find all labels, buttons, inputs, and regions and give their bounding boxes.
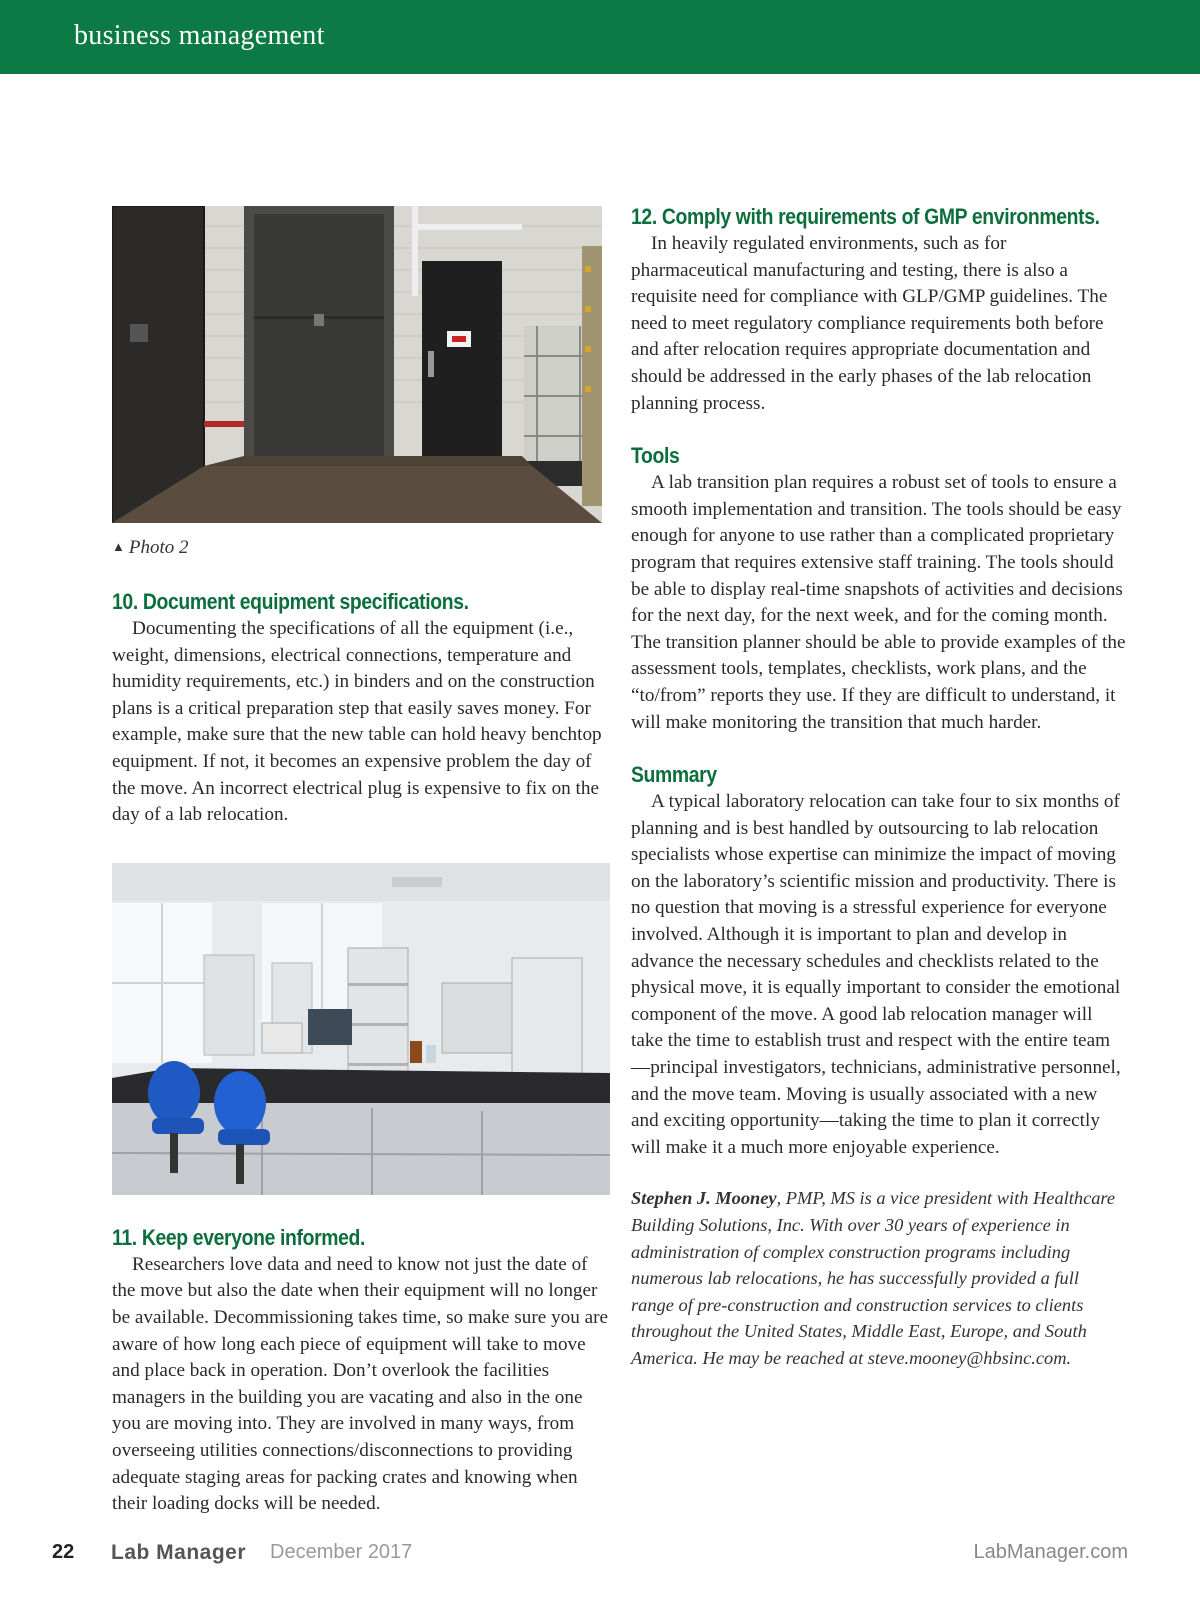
- page-footer: [52, 1541, 1128, 1571]
- tools-heading: Tools: [631, 443, 680, 469]
- photo-2-caption: ▲ Photo 2: [112, 537, 189, 558]
- author-bio-text: , PMP, MS is a vice president with Healthcare Building Solutions, Inc. With over 30 years of experience in administration of complex construction programs including numerous lab relocations, he has successfully provided a full range of pre-construction and construction services to clients throughout the United States, Middle East, Europe, and South America. He may be reached at steve.mooney@hbsinc.com.: [631, 1188, 1116, 1368]
- magazine-name: Lab Manager: [111, 1541, 247, 1564]
- caret-up-icon: ▲: [112, 539, 125, 554]
- section-10-body: Documenting the specifications of all the equipment (i.e., weight, dimensions, electrical connections, temperature and humidity requirements, etc.) in binders and on the construction plans is a critical preparation step that easily saves money. For example, make sure that the new table can hold heavy benchtop equipment. If not, it becomes an expensive problem the day of the move. An incorrect electrical plug is expensive to fix on the day of a lab relocation.: [112, 618, 602, 826]
- website-link[interactable]: LabManager.com: [973, 1541, 1128, 1563]
- left-column: [112, 206, 610, 1518]
- author-bio: [631, 1185, 1126, 1371]
- section-12-heading: 12. Comply with requirements of GMP environments.: [631, 204, 1100, 229]
- section-11-heading: 11. Keep everyone informed.: [112, 1224, 366, 1250]
- section-11-body: Researchers love data and need to know not just the date of the move but also the date when their equipment will no longer be available. Decommissioning takes time, so make sure you are aware of how long each piece of equipment will take to move and place back in operation. Don’t overlook the facilities managers in the building you are vacating and also in the one you are moving into. They are involved in many ways, from overseeing utilities connections/disconnections to providing adequate staging areas for packing crates and knowing when their loading docks will be needed.: [112, 1253, 609, 1515]
- tools-body: A lab transition plan requires a robust set of tools to ensure a smooth implementation and transition. The tools should be easy enough for anyone to use rather than a complicated proprietary program that requires extensive staff training. The tools should be able to display real-time snapshots of activities and decisions for the next day, for the next week, and for the coming month. The transition planner should be able to provide examples of the assessment tools, templates, checklists, work plans, and the “to/from” reports they use. If they are difficult to understand, it will make monitoring the transition that much harder.: [631, 472, 1126, 733]
- photo-laboratory-bench: [112, 863, 610, 1195]
- summary-body: A typical laboratory relocation can take four to six months of planning and is best handled by outsourcing to lab relocation specialists whose expertise can minimize the impact of moving on the laboratory’s scientific mission and productivity. There is no question that moving is a stressful experience for everyone involved. Although it is important to plan and develop in advance the necessary schedules and checklists related to the physical move, it is equally important to consider the emotional component of the move. A good lab relocation manager will take the time to establish trust and respect with the entire team—principal investigators, technicians, administrative personnel, and the move team. Moving is usually associated with a new and exciting opportunity—taking the time to plan it correctly will make it a much more enjoyable experience.: [631, 791, 1121, 1158]
- issue-date: December 2017: [270, 1541, 413, 1563]
- photo-2-elevator-hallway: [112, 206, 602, 523]
- section-12-body: In heavily regulated environments, such as for pharmaceutical manufacturing and testing, there is also a requisite need for compliance with GLP/GMP guidelines. The need to meet regulatory compliance requirements both before and after relocation requires appropriate documentation and should be addressed in the early phases of the lab relocation planning process.: [631, 233, 1108, 414]
- author-name: Stephen J. Mooney: [631, 1188, 777, 1209]
- section-10-heading: 10. Document equipment specifications.: [112, 589, 469, 614]
- section-label: business management: [74, 20, 325, 51]
- section-header-band: [0, 0, 1200, 74]
- summary-heading: Summary: [631, 762, 717, 788]
- page-number: 22: [52, 1541, 75, 1563]
- right-column: [631, 204, 1126, 1372]
